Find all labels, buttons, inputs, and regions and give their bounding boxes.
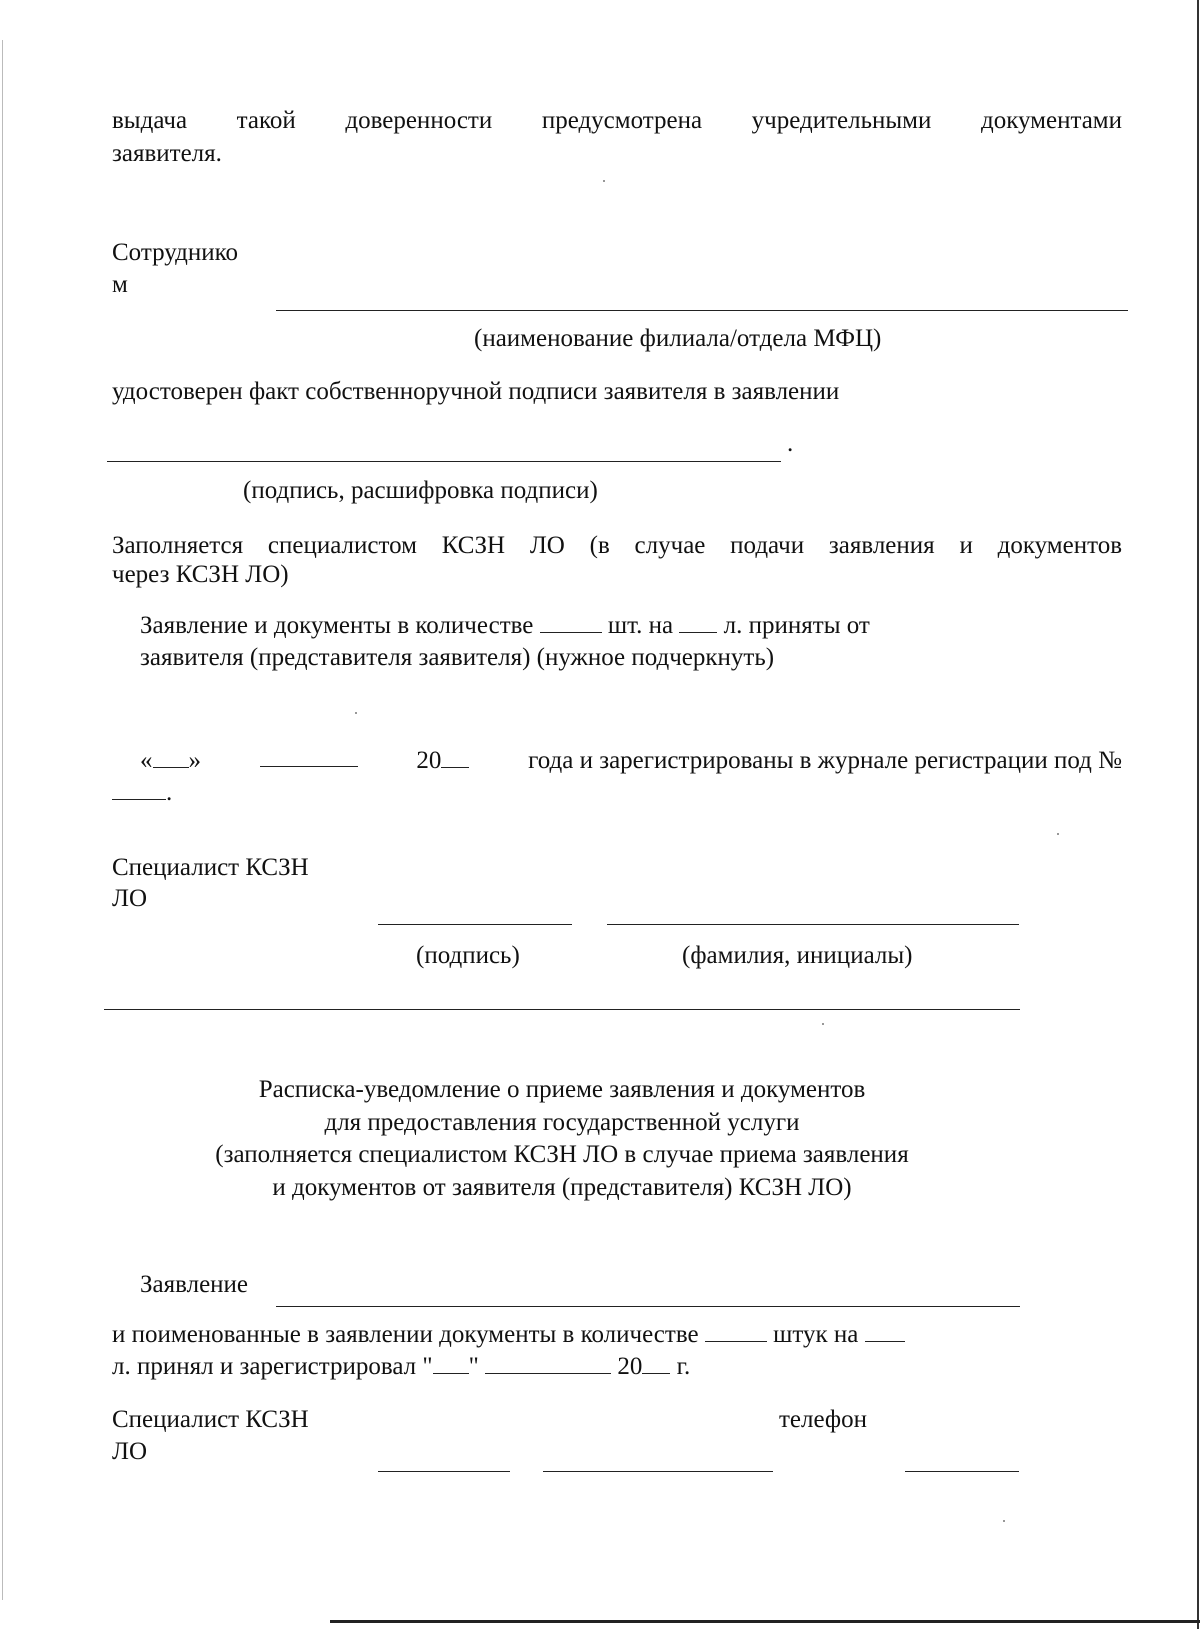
receipt-signature-field[interactable]: [378, 1471, 510, 1472]
kszn-sheet-count-field[interactable]: [679, 610, 717, 633]
kszn-accepted-text-b: шт. на: [607, 612, 674, 639]
kszn-specialist-name-field[interactable]: [607, 924, 1019, 925]
scan-speck: [1057, 833, 1059, 835]
mfc-branch-field[interactable]: [276, 310, 1128, 311]
receipt-docs-text-c: л. принял и зарегистрировал ": [112, 1353, 433, 1380]
receipt-year-prefix: 20: [617, 1353, 643, 1380]
scan-speck: [822, 1023, 824, 1025]
receipt-date-year-field[interactable]: [642, 1351, 670, 1374]
scan-speck: [1003, 1520, 1005, 1522]
receipt-application-label: Заявление: [140, 1271, 249, 1298]
receipt-year-suffix: г.: [676, 1353, 691, 1380]
receipt-sheet-count-field[interactable]: [865, 1319, 905, 1342]
mfc-signature-dot: .: [787, 430, 794, 457]
mfc-label-line-2: м: [112, 271, 128, 298]
receipt-docs-text-b: штук на: [773, 1321, 859, 1348]
intro-line-2: заявителя.: [112, 140, 222, 167]
scan-speck: [355, 712, 357, 714]
kszn-reg-number-field[interactable]: [112, 777, 166, 800]
receipt-title-line-4: и документов от заявителя (представителя) КСЗН ЛО): [272, 1174, 852, 1201]
kszn-specialist-line-1: Специалист КСЗН: [112, 854, 309, 881]
kszn-year-prefix: 20: [416, 747, 442, 774]
kszn-date-day-field[interactable]: [153, 745, 189, 768]
kszn-registered-text: года и зарегистрированы в журнале регистрации под №: [528, 747, 1122, 774]
kszn-date-quote-open: «: [140, 747, 153, 774]
kszn-accepted-line-1: [140, 609, 870, 642]
kszn-date-month-field[interactable]: [260, 744, 358, 767]
scan-edge-left: [2, 40, 3, 1600]
receipt-title-line-2: для предоставления государственной услуги: [324, 1109, 800, 1136]
scan-edge-bottom: [330, 1620, 1200, 1623]
mfc-signature-caption: (подпись, расшифровка подписи): [243, 477, 598, 504]
scan-speck: [603, 180, 605, 182]
kszn-date-line: [140, 744, 1122, 777]
kszn-date-year-field[interactable]: [441, 745, 469, 768]
receipt-title-line-1: Расписка-уведомление о приеме заявления и документов: [258, 1076, 866, 1103]
intro-line-1: выдача такой доверенности предусмотрена учредительными документами: [112, 107, 1122, 134]
kszn-specialist-signature-field[interactable]: [378, 924, 572, 925]
receipt-doc-count-field[interactable]: [705, 1319, 767, 1342]
receipt-application-field[interactable]: [276, 1306, 1020, 1307]
receipt-name-field[interactable]: [543, 1471, 773, 1472]
receipt-date-month-field[interactable]: [485, 1351, 611, 1374]
mfc-label-line-1: Сотруднико: [112, 239, 239, 266]
receipt-docs-line-1: [112, 1318, 905, 1351]
mfc-statement: удостоверен факт собственноручной подписи заявителя в заявлении: [112, 378, 840, 405]
receipt-phone-field[interactable]: [905, 1471, 1019, 1472]
kszn-date-day-group: [140, 744, 201, 777]
kszn-specialist-line-2: ЛО: [112, 885, 148, 912]
receipt-date-quote-close: ": [468, 1353, 479, 1380]
kszn-accepted-text-c: л. приняты от: [723, 612, 870, 639]
receipt-date-day-field[interactable]: [433, 1351, 469, 1374]
receipt-specialist-line-2: ЛО: [112, 1438, 148, 1465]
kszn-accepted-text-a: Заявление и документы в количестве: [140, 612, 534, 639]
receipt-phone-label: телефон: [779, 1406, 867, 1433]
mfc-branch-caption: (наименование филиала/отдела МФЦ): [474, 325, 882, 352]
receipt-specialist-line-1: Специалист КСЗН: [112, 1406, 309, 1433]
receipt-docs-line-2: [112, 1350, 690, 1383]
kszn-name-caption: (фамилия, инициалы): [682, 942, 913, 969]
receipt-title-line-3: (заполняется специалистом КСЗН ЛО в случае приема заявления: [215, 1141, 909, 1168]
kszn-date-quote-close: »: [188, 747, 201, 774]
kszn-accepted-line-2: заявителя (представителя заявителя) (нужное подчеркнуть): [140, 644, 775, 671]
kszn-reg-number-dot: .: [166, 779, 173, 806]
kszn-heading-line-1: Заполняется специалистом КСЗН ЛО (в случае подачи заявления и документов: [112, 532, 1122, 559]
mfc-signature-field[interactable]: [107, 461, 781, 462]
kszn-date-year-group: [416, 744, 469, 777]
cut-line-divider: [104, 1009, 1020, 1010]
scan-edge-right: [1197, 0, 1199, 1629]
kszn-doc-count-field[interactable]: [540, 610, 602, 633]
kszn-reg-number-line: [112, 776, 172, 809]
receipt-docs-text-a: и поименованные в заявлении документы в количестве: [112, 1321, 699, 1348]
kszn-heading-line-2: через КСЗН ЛО): [112, 561, 289, 588]
kszn-signature-caption: (подпись): [416, 942, 520, 969]
